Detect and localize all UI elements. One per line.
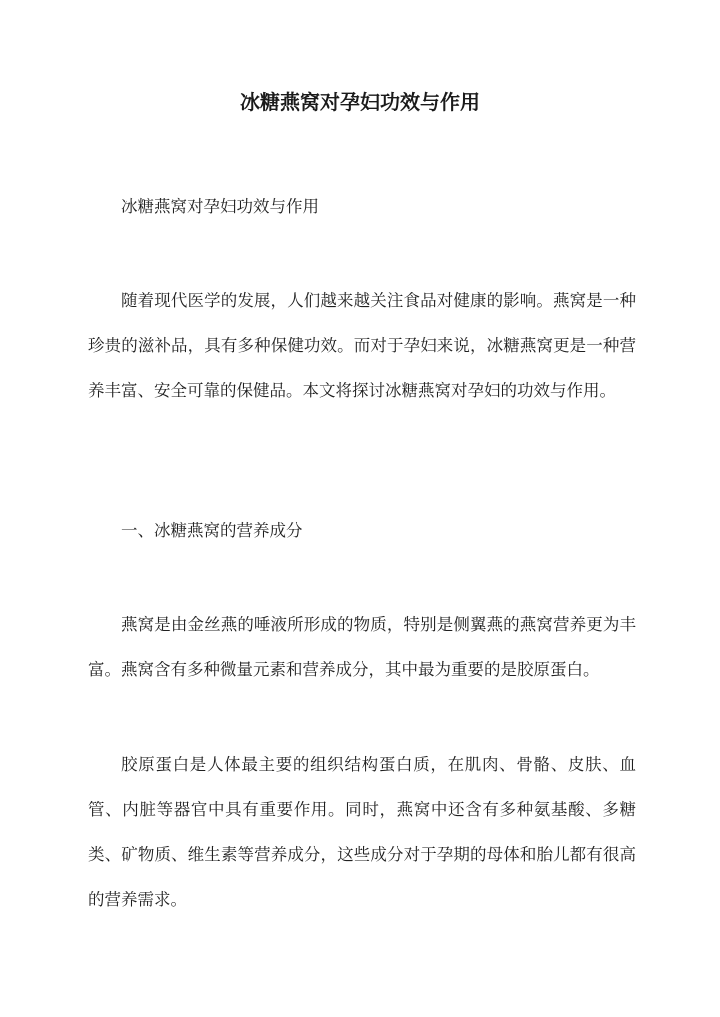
document-title: 冰糖燕窝对孕妇功效与作用 <box>240 90 480 114</box>
paragraph-intro: 随着现代医学的发展，人们越来越关注食品对健康的影响。燕窝是一种珍贵的滋补品，具有多种保健功效。而对于孕妇来说，冰糖燕窝更是一种营养丰富、安全可靠的保健品。本文将探讨冰糖燕窝对孕妇的功效与作用。 <box>88 291 636 400</box>
document-subtitle: 冰糖燕窝对孕妇功效与作用 <box>121 197 319 216</box>
section-heading-nutrition: 一、冰糖燕窝的营养成分 <box>121 521 303 540</box>
paragraph-bird-nest-origin: 燕窝是由金丝燕的唾液所形成的物质，特别是侧翼燕的燕窝营养更为丰富。燕窝含有多种微量元素和营养成分，其中最为重要的是胶原蛋白。 <box>88 615 636 679</box>
paragraph-collagen: 胶原蛋白是人体最主要的组织结构蛋白质，在肌肉、骨骼、皮肤、血管、内脏等器官中具有重要作用。同时，燕窝中还含有多种氨基酸、多糖类、矿物质、维生素等营养成分，这些成分对于孕期的母体和胎儿都有很高的营养需求。 <box>88 755 636 909</box>
